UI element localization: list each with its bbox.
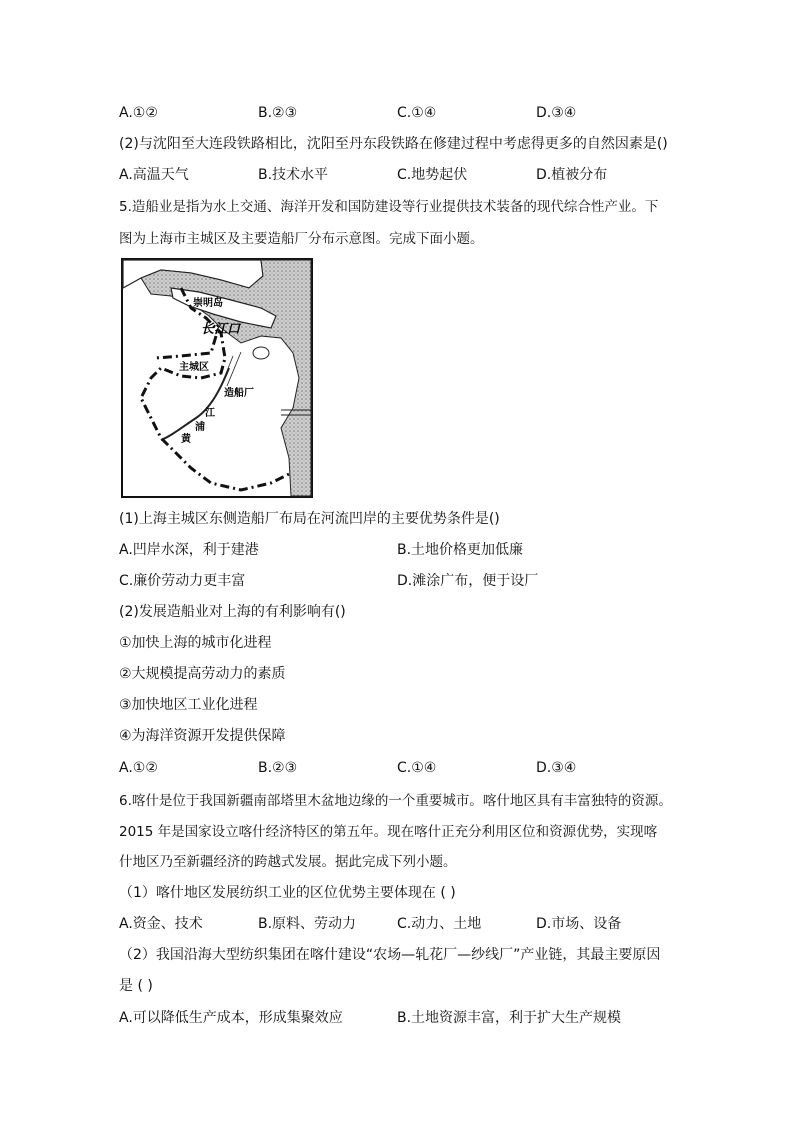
label-river-3: 黄	[181, 434, 191, 445]
q4-2-stem: (2)与沈阳至大连段铁路相比，沈阳至丹东段铁路在修建过程中考虑得更多的自然因素是()	[119, 136, 668, 152]
q5-2-item-2: ②大规模提高劳动力的素质	[119, 666, 286, 682]
label-estuary: 长江口	[201, 322, 241, 337]
q5-2-item-3: ③加快地区工业化进程	[119, 697, 258, 713]
q5-2-option-c[interactable]: C.①④	[397, 760, 437, 776]
q5-2-item-1: ①加快上海的城市化进程	[119, 635, 272, 651]
q5-2-option-b[interactable]: B.②③	[258, 760, 298, 776]
q6-2-stem-line2: 是 ( )	[119, 978, 153, 994]
q5-1-option-a[interactable]: A.凹岸水深，利于建港	[119, 542, 259, 558]
q5-2-option-d[interactable]: D.③④	[536, 760, 577, 776]
shanghai-shipyard-map	[121, 258, 313, 498]
q5-1-option-d[interactable]: D.滩涂广布，便于设厂	[397, 573, 539, 589]
label-shipyard: 造船厂	[224, 388, 254, 399]
q6-1-option-b[interactable]: B.原料、劳动力	[258, 916, 357, 932]
map-svg	[121, 258, 313, 498]
q6-2-option-a[interactable]: A.可以降低生产成本，形成集聚效应	[119, 1010, 343, 1026]
q6-2-stem-line1: （2）我国沿海大型纺织集团在喀什建设“农场—轧花厂—纱线厂”产业链，其最主要原因	[119, 947, 661, 963]
prev-option-b[interactable]: B.②③	[258, 105, 298, 121]
q6-intro-line2: 2015 年是国家设立喀什经济特区的第五年。现在喀什正充分利用区位和资源优势，实现喀	[119, 824, 658, 840]
prev-option-a[interactable]: A.①②	[119, 105, 158, 121]
q5-1-option-b[interactable]: B.土地价格更加低廉	[397, 542, 524, 558]
q6-1-option-a[interactable]: A.资金、技术	[119, 916, 203, 932]
label-island: 崇明岛	[193, 298, 223, 309]
q5-1-option-c[interactable]: C.廉价劳动力更丰富	[119, 573, 246, 589]
q4-2-option-d[interactable]: D.植被分布	[536, 167, 608, 183]
q4-2-option-b[interactable]: B.技术水平	[258, 167, 329, 183]
prev-option-c[interactable]: C.①④	[397, 105, 437, 121]
q6-intro-line3: 什地区乃至新疆经济的跨越式发展。据此完成下列小题。	[119, 854, 457, 870]
q6-1-option-c[interactable]: C.动力、土地	[397, 916, 482, 932]
label-river-1: 江	[205, 408, 215, 419]
q5-1-stem: (1)上海主城区东侧造船厂布局在河流凹岸的主要优势条件是()	[119, 511, 500, 527]
q5-intro-line2: 图为上海市主城区及主要造船厂分布示意图。完成下面小题。	[119, 231, 484, 247]
q5-intro-line1: 5.造船业是指为水上交通、海洋开发和国防建设等行业提供技术装备的现代综合性产业。下	[119, 199, 659, 215]
q6-1-option-d[interactable]: D.市场、设备	[536, 916, 622, 932]
q6-intro-line1: 6.喀什是位于我国新疆南部塔里木盆地边缘的一个重要城市。喀什地区具有丰富独特的资源。	[119, 793, 672, 809]
q4-2-option-a[interactable]: A.高温天气	[119, 167, 189, 183]
label-river-2: 浦	[195, 422, 205, 433]
q4-2-option-c[interactable]: C.地势起伏	[397, 167, 468, 183]
islet-shape	[253, 347, 269, 359]
label-city: 主城区	[179, 362, 209, 373]
q5-2-option-a[interactable]: A.①②	[119, 760, 158, 776]
q6-1-stem: （1）喀什地区发展纺织工业的区位优势主要体现在 ( )	[119, 885, 456, 901]
prev-option-d[interactable]: D.③④	[536, 105, 577, 121]
q6-2-option-b[interactable]: B.土地资源丰富，利于扩大生产规模	[397, 1010, 622, 1026]
q5-2-stem: (2)发展造船业对上海的有利影响有()	[119, 604, 346, 620]
q5-2-item-4: ④为海洋资源开发提供保障	[119, 728, 286, 744]
